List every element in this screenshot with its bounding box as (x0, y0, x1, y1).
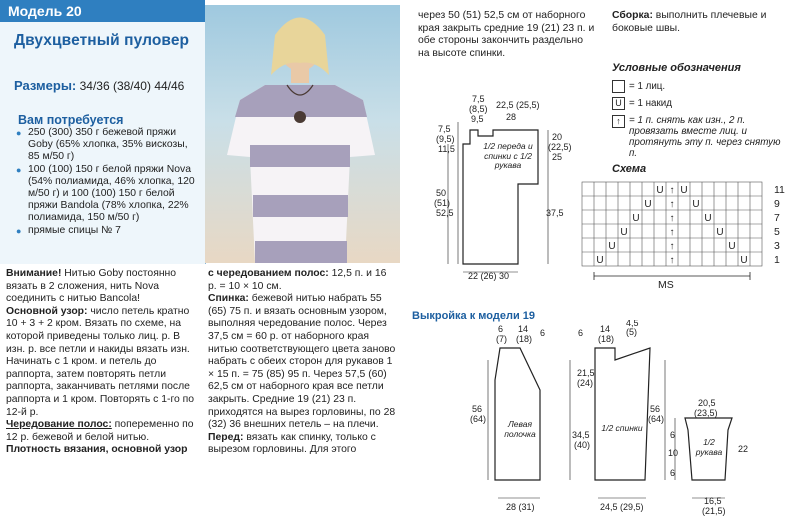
pattern-model-19 (460, 320, 800, 520)
pattern2-title: Выкройка к модели 19 (412, 310, 535, 322)
model-photo (205, 5, 400, 263)
dim-label: (7) (496, 334, 507, 344)
dim-label: (64) (470, 414, 487, 424)
dim-label: 10 (668, 448, 679, 458)
svg-text:U: U (716, 227, 724, 238)
dim-label: 24,5 (29,5) (600, 502, 644, 512)
attention-text: Нитью Goby постоянно вязать в 2 сложения, нить Nova соединить с нитью Bancola! (6, 268, 177, 305)
main-pattern-text: число петель кратно 10 + 3 + 2 кром. Вязать по схеме, на которой приведены только лиц. р. В изн. р. все петли и накиды вязать изн. Начинать с 1 кром. и петель до раппорта, затем повторять петли раппорта, заканчивать петлями после раппорта и 1 кром. Повторять с 1-го по 12-й р. (6, 305, 195, 418)
svg-text:U: U (632, 213, 640, 224)
density-cont-label: с чередованием полос: (208, 268, 329, 279)
front-text: вязать как спинку, только с вырезом горловины. Для этого (208, 431, 376, 456)
svg-text:U: U (644, 199, 652, 210)
dim-label: 34,5 (572, 430, 590, 440)
dim-label: 16,5 (704, 496, 722, 506)
svg-text:U: U (620, 227, 628, 238)
dim-label: 28 (506, 112, 517, 122)
dim-label: (18) (516, 334, 533, 344)
back-text: бежевой нитью набрать 55 (65) 75 п. и вязать основным узором, выполняя чередование полос. Через 37,5 см = 60 р. от наборного края нитью соответствующего цвета заново набрать с обеих сторон для рукавов 1 × 15 п. = 75 (85) 95 п. Через 57,5 (60) 62,5 см от наборного края все петли закрыть. Средние 19 (21) 23 п. приходятся на вырез горловины, по 28 (32) 36 внешних петель – на плечи. (208, 293, 396, 431)
dim-label: 37,5 (546, 208, 564, 218)
dim-label: 6 (670, 468, 676, 478)
assembly-label: Сборка: (612, 10, 653, 21)
model-number: Модель 20 (8, 3, 82, 19)
dim-label: 11,5 (438, 144, 455, 154)
svg-text:U: U (740, 255, 748, 266)
back-label: Спинка: (208, 293, 249, 305)
slip-decrease-icon: ↑ (612, 115, 625, 128)
row-number: 1 (774, 254, 780, 266)
svg-text:U: U (656, 185, 664, 196)
svg-text:↑: ↑ (669, 241, 675, 252)
dim-label: 14 (518, 324, 529, 334)
stripes-label: Чередование полос: (6, 419, 112, 431)
legend-title: Условные обозначения (612, 62, 741, 74)
front-cont-text: через 50 (51) 52,5 см от наборного края закрыть средние 19 (21) 23 п. и обе стороны закончить раздельно на высоте спинки. (418, 10, 595, 59)
dim-label: (64) (648, 414, 665, 424)
dim-label: 4,5 (626, 320, 639, 328)
pattern-front-back (418, 92, 598, 282)
text-column-4 (612, 10, 792, 35)
legend-text: = 1 накид (629, 98, 672, 109)
material-item: ● 100 (100) 150 г белой пряжи Nova (54% полиамида, 46% хлопка, 120 м/50 г) и 100 (100) 150 г белой пряжи Bandola (78% хлопка, 22% полиамида, 150 м/50 г) (16, 164, 202, 225)
materials-list (16, 127, 202, 237)
dim-label: (21,5) (702, 506, 726, 516)
dim-label: 56 (472, 404, 483, 414)
text-column-2 (208, 268, 396, 457)
svg-text:U: U (680, 185, 688, 196)
dim-label: 6 (540, 328, 546, 338)
assembly-text: выполнить плечевые и боковые швы. (612, 10, 767, 34)
dim-label: 22,5 (25,5) (496, 100, 540, 110)
svg-text:U: U (704, 213, 712, 224)
dim-label: 20 (552, 132, 563, 142)
legend-text: = 1 лиц. (629, 81, 666, 92)
knitting-scheme (578, 178, 798, 293)
dim-label: (40) (574, 440, 591, 450)
svg-text:U: U (728, 241, 736, 252)
dim-label: 22 (738, 444, 749, 454)
svg-text:U: U (596, 255, 604, 266)
dim-label: 6 (578, 328, 584, 338)
svg-text:↑: ↑ (669, 255, 675, 266)
product-title: Двухцветный пуловер (14, 32, 190, 49)
dim-label: 25 (552, 152, 563, 162)
dim-label: (51) (434, 198, 451, 208)
pattern-label: 1/2 переда и спинки с 1/2 рукава (483, 142, 533, 170)
text-column-1 (6, 268, 202, 457)
dim-label: 20,5 (698, 398, 716, 408)
dim-label: (24) (577, 378, 594, 388)
dim-label: (18) (598, 334, 615, 344)
dim-label: 9,5 (471, 114, 484, 124)
dim-label: 14 (600, 324, 611, 334)
back-panel-label: 1/2 спинки (601, 424, 643, 433)
legend-item (612, 94, 792, 112)
stripes-text: попеременно по 12 р. бежевой и белой нитью. (6, 419, 194, 443)
dim-label: 28 (31) (506, 502, 535, 512)
row-number: 5 (774, 226, 780, 238)
svg-text:↑: ↑ (669, 213, 675, 224)
density-text: 12,5 п. и 16 р. = 10 × 10 см. (208, 268, 387, 292)
sizes-label: Размеры: (14, 78, 77, 93)
dim-label: (5) (626, 327, 637, 337)
row-number: 7 (774, 212, 780, 224)
svg-text:↑: ↑ (669, 185, 675, 196)
legend-item (612, 112, 792, 159)
sleeve-panel-label: 1/2 рукава (695, 438, 723, 457)
sweater-illustration (205, 5, 400, 263)
sizes-value: 34/36 (38/40) 44/46 (79, 79, 185, 93)
scheme-title: Схема (612, 163, 647, 175)
dim-label: (8,5) (469, 104, 488, 114)
density-label: Плотность вязания, основной узор (6, 444, 188, 456)
attention-label: Внимание! (6, 268, 62, 279)
row-number: 11 (774, 184, 785, 196)
dim-label: 50 (436, 188, 447, 198)
svg-text:↑: ↑ (669, 227, 675, 238)
material-item: ● 250 (300) 350 г бежевой пряжи Goby (65% хлопка, 35% вискозы, 85 м/50 г) (16, 127, 202, 164)
dim-label: (22,5) (548, 142, 572, 152)
svg-text:U: U (608, 241, 616, 252)
legend-text: = 1 п. снять как изн., 2 п. провязать вместе лиц. и протянуть эту п. через снятую п. (629, 115, 781, 159)
legend-item (612, 80, 792, 94)
dim-label: 6 (670, 430, 676, 440)
main-pattern-label: Основной узор: (6, 305, 88, 317)
front-label: Перед: (208, 431, 244, 443)
dim-label: 52,5 (436, 208, 454, 218)
svg-text:↑: ↑ (669, 199, 675, 210)
legend (612, 80, 792, 159)
row-number: 9 (774, 198, 780, 210)
material-item: ● прямые спицы № 7 (16, 225, 202, 237)
dim-label: (23,5) (694, 408, 718, 418)
dim-label: 6 (498, 324, 504, 334)
dim-label: 22 (26) 30 (468, 271, 510, 281)
yarn-over-icon: U (612, 97, 625, 110)
knit-stitch-icon (612, 80, 625, 93)
dim-label: 56 (650, 404, 661, 414)
dim-label: 7,5 (438, 124, 451, 134)
svg-text:U: U (692, 199, 700, 210)
row-number: 3 (774, 240, 780, 252)
dim-label: 7,5 (472, 94, 485, 104)
front-panel-label: Левая полочка (504, 420, 536, 439)
dim-label: 21,5 (577, 368, 595, 378)
sizes-line (14, 78, 184, 93)
repeat-label: MS (658, 279, 674, 291)
materials-title: Вам потребуется (18, 113, 124, 127)
dim-label: (9,5) (436, 134, 455, 144)
text-column-3 (418, 10, 596, 60)
